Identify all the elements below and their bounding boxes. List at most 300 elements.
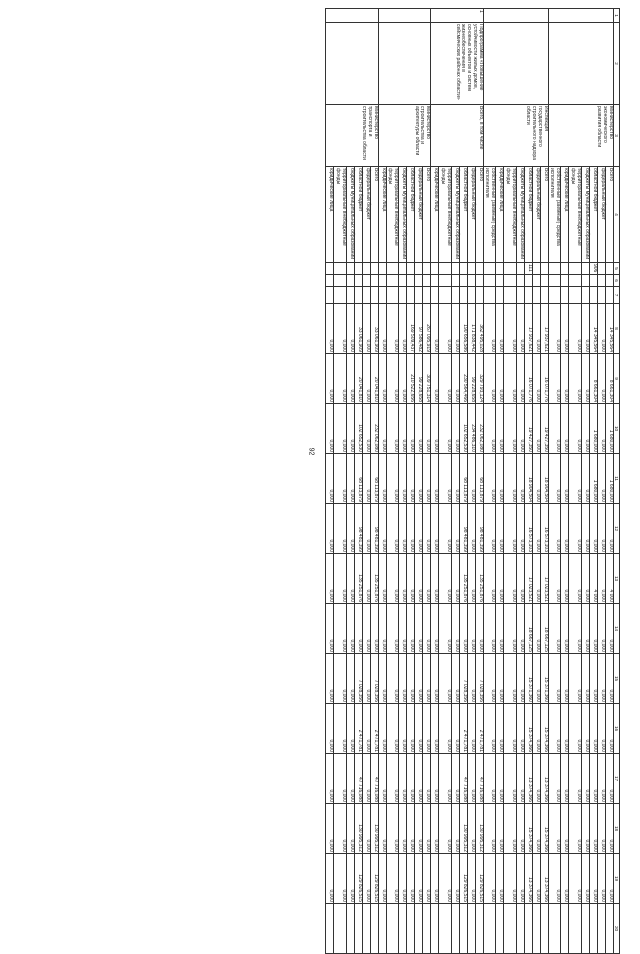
- value-cell: 0,000: [423, 504, 431, 554]
- value-cell: 0,000: [346, 704, 354, 754]
- value-cell: 0,000: [516, 804, 524, 854]
- value-cell: 20 041,810: [354, 354, 362, 404]
- value-cell: 0,000: [386, 404, 399, 454]
- value-cell: 0,000: [597, 804, 605, 854]
- value-cell: 0,000: [326, 454, 334, 504]
- empty-cell: [581, 275, 589, 287]
- empty-cell: [326, 287, 334, 304]
- value-cell: 0,000: [423, 804, 431, 854]
- value-cell: 0,000: [378, 654, 386, 704]
- table-row: [605, 9, 613, 954]
- value-cell: 190 656,586: [459, 304, 467, 354]
- value-cell: 0,000: [334, 804, 347, 854]
- value-cell: 0,000: [504, 754, 517, 804]
- value-cell: 7 028,356: [459, 654, 467, 704]
- funding-source-cell: территориальные внебюджетные фонды: [386, 167, 399, 263]
- budget-code-cell: 906: [589, 263, 597, 275]
- value-cell: 0,000: [581, 604, 589, 654]
- value-cell: 0,000: [334, 354, 347, 404]
- value-cell: 0,000: [399, 804, 407, 854]
- value-cell: 102 652,530: [459, 404, 467, 454]
- value-cell: 0,000: [362, 654, 370, 704]
- value-cell: 362 495,028: [475, 304, 483, 354]
- value-cell: 0,000: [378, 854, 386, 904]
- budget-code-cell: [346, 263, 354, 275]
- budget-code-cell: [378, 263, 386, 275]
- value-cell: 0,000: [605, 754, 613, 804]
- value-cell: 0,000: [504, 304, 517, 354]
- column-number: 2: [613, 23, 619, 105]
- empty-cell: [475, 287, 483, 304]
- funding-source-cell: областной бюджет: [524, 167, 532, 263]
- executor-cell: Всего, в том числе: [431, 105, 484, 167]
- value-cell: 0,000: [496, 854, 504, 904]
- value-cell: 0,000: [516, 754, 524, 804]
- funding-source-cell: Всего: [370, 167, 378, 263]
- value-cell: 309 751,314: [423, 354, 431, 404]
- value-cell: 0,000: [399, 754, 407, 804]
- value-cell: 0,000: [532, 504, 540, 554]
- value-cell: 0,000: [415, 854, 423, 904]
- value-cell: 0,000: [326, 304, 334, 354]
- value-cell: [370, 904, 378, 954]
- value-cell: 0,000: [362, 704, 370, 754]
- empty-cell: [439, 275, 452, 287]
- value-cell: 0,000: [362, 504, 370, 554]
- value-cell: 0,000: [483, 304, 496, 354]
- row-number-cell: [378, 9, 431, 23]
- value-cell: 130 995,312: [459, 804, 467, 854]
- value-cell: 13 374,366: [540, 754, 548, 804]
- empty-cell: [386, 275, 399, 287]
- empty-cell: [504, 275, 517, 287]
- empty-cell: [524, 287, 532, 304]
- funding-source-cell: территориальные внебюджетные фонды: [439, 167, 452, 263]
- value-cell: 0,000: [407, 854, 415, 904]
- budget-code-cell: [334, 263, 347, 275]
- value-cell: 0,000: [504, 654, 517, 704]
- value-cell: 0,000: [334, 404, 347, 454]
- value-cell: [431, 904, 439, 954]
- value-cell: 18 667,125: [524, 604, 532, 654]
- funding-source-cell: областной бюджет: [589, 167, 597, 263]
- empty-cell: [431, 275, 439, 287]
- value-cell: 0,000: [581, 804, 589, 854]
- value-cell: 0,000: [581, 354, 589, 404]
- value-cell: 0,000: [483, 404, 496, 454]
- value-cell: [326, 904, 334, 954]
- empty-cell: [354, 275, 362, 287]
- value-cell: [475, 904, 483, 954]
- value-cell: 16 573,103: [540, 504, 548, 554]
- value-cell: 0,000: [504, 554, 517, 604]
- value-cell: 0,000: [561, 804, 569, 854]
- value-cell: 0,000: [548, 604, 561, 654]
- value-cell: 0,000: [483, 704, 496, 754]
- value-cell: 0,000: [431, 454, 439, 504]
- value-cell: 0,000: [346, 604, 354, 654]
- value-cell: 0,000: [561, 704, 569, 754]
- value-cell: 0,000: [362, 754, 370, 804]
- funding-source-cell: бюджеты муниципальных образований: [399, 167, 407, 263]
- value-cell: 17 023,521: [524, 554, 532, 604]
- value-cell: 0,000: [378, 454, 386, 504]
- empty-cell: [451, 287, 459, 304]
- value-cell: [597, 904, 605, 954]
- value-cell: 0,000: [561, 654, 569, 704]
- budget-code-cell: [475, 263, 483, 275]
- value-cell: 0,000: [386, 654, 399, 704]
- budget-code-cell: [581, 263, 589, 275]
- column-number: 6: [613, 275, 619, 287]
- empty-cell: [415, 275, 423, 287]
- value-cell: 0,000: [407, 804, 415, 854]
- value-cell: 0,000: [407, 554, 415, 604]
- value-cell: 0,000: [439, 454, 452, 504]
- value-cell: 0,000: [532, 454, 540, 504]
- funding-source-cell: Всего: [423, 167, 431, 263]
- value-cell: 14 345,564: [589, 304, 597, 354]
- value-cell: 7 028,356: [354, 654, 362, 704]
- value-cell: 0,000: [532, 404, 540, 454]
- value-cell: 0,000: [423, 554, 431, 604]
- value-cell: 0,000: [451, 404, 459, 454]
- value-cell: 0,000: [548, 754, 561, 804]
- value-cell: 0,000: [597, 604, 605, 654]
- value-cell: 0,000: [431, 754, 439, 804]
- empty-cell: [378, 275, 386, 287]
- value-cell: 0,000: [569, 554, 582, 604]
- value-cell: 0,000: [346, 404, 354, 454]
- funding-source-cell: Всего: [605, 167, 613, 263]
- value-cell: 20 041,810: [370, 354, 378, 404]
- column-number: 1: [613, 9, 619, 23]
- value-cell: 17 937,621: [540, 304, 548, 354]
- value-cell: [581, 904, 589, 954]
- value-cell: [386, 904, 399, 954]
- budget-code-cell: [415, 263, 423, 275]
- value-cell: 0,000: [532, 654, 540, 704]
- column-number: 7: [613, 287, 619, 304]
- value-cell: 0,000: [378, 504, 386, 554]
- value-cell: 0,000: [561, 504, 569, 554]
- value-cell: 0,000: [431, 854, 439, 904]
- empty-cell: [407, 275, 415, 287]
- value-cell: [496, 904, 504, 954]
- value-cell: 0,000: [439, 654, 452, 704]
- value-cell: 232 062,080: [475, 404, 483, 454]
- value-cell: 0,000: [548, 554, 561, 604]
- value-cell: 0,000: [483, 354, 496, 404]
- value-cell: 0,000: [423, 754, 431, 804]
- value-cell: 19 427,350: [524, 404, 532, 454]
- value-cell: 0,000: [569, 854, 582, 904]
- value-cell: 0,000: [334, 504, 347, 554]
- budget-code-cell: [496, 263, 504, 275]
- value-cell: 0,000: [483, 854, 496, 904]
- funding-source-cell: областной бюджет: [407, 167, 415, 263]
- empty-cell: [561, 287, 569, 304]
- value-cell: 0,000: [516, 504, 524, 554]
- value-cell: 0,000: [516, 304, 524, 354]
- value-cell: 0,000: [483, 804, 496, 854]
- empty-cell: [423, 275, 431, 287]
- funding-source-cell: бюджеты муниципальных образований: [581, 167, 589, 263]
- value-cell: 0,000: [597, 554, 605, 604]
- value-cell: 68 113,879: [354, 454, 362, 504]
- value-cell: 0,000: [451, 704, 459, 754]
- value-cell: 0,000: [589, 704, 597, 754]
- empty-cell: [516, 275, 524, 287]
- value-cell: 0,000: [589, 804, 597, 854]
- value-cell: [467, 904, 475, 954]
- value-cell: 0,000: [378, 604, 386, 654]
- funding-source-cell: областной бюджет: [459, 167, 467, 263]
- value-cell: 0,000: [561, 304, 569, 354]
- value-cell: 0,000: [439, 554, 452, 604]
- funding-source-cell: областной бюджет: [354, 167, 362, 263]
- value-cell: 0,000: [326, 504, 334, 554]
- row-number-cell: 1: [431, 9, 484, 23]
- budget-code-cell: [467, 263, 475, 275]
- value-cell: 234 486,310: [467, 404, 475, 454]
- empty-cell: [548, 287, 561, 304]
- column-number: 10: [613, 404, 619, 454]
- column-number: 13: [613, 554, 619, 604]
- value-cell: 0,000: [548, 654, 561, 704]
- value-cell: 0,000: [399, 654, 407, 704]
- value-cell: 0,000: [423, 404, 431, 454]
- value-cell: 0,000: [334, 704, 347, 754]
- value-cell: 0,000: [581, 554, 589, 604]
- budget-code-cell: [431, 263, 439, 275]
- value-cell: 0,000: [589, 654, 597, 704]
- value-cell: 0,000: [483, 604, 496, 654]
- value-cell: 0,000: [439, 504, 452, 554]
- value-cell: 0,000: [605, 854, 613, 904]
- value-cell: 0,000: [548, 804, 561, 854]
- value-cell: 0,000: [415, 504, 423, 554]
- value-cell: 0,000: [504, 704, 517, 754]
- value-cell: 0,000: [439, 354, 452, 404]
- value-cell: 0,000: [415, 554, 423, 604]
- value-cell: 0,000: [326, 554, 334, 604]
- value-cell: 0,000: [475, 604, 483, 654]
- value-cell: 0,000: [589, 504, 597, 554]
- empty-cell: [459, 275, 467, 287]
- value-cell: 230 564,466: [459, 354, 467, 404]
- funding-source-cell: Всего: [475, 167, 483, 263]
- value-cell: 0,000: [581, 404, 589, 454]
- empty-cell: [378, 287, 386, 304]
- value-cell: 0,000: [581, 854, 589, 904]
- value-cell: 0,000: [386, 754, 399, 804]
- value-cell: 0,000: [532, 704, 540, 754]
- value-cell: 0,000: [431, 404, 439, 454]
- value-cell: 0,000: [362, 304, 370, 354]
- budget-code-cell: [439, 263, 452, 275]
- value-cell: 0,000: [504, 604, 517, 654]
- value-cell: 47 716,088: [370, 754, 378, 804]
- value-cell: 18 904,504: [540, 454, 548, 504]
- value-cell: 0,000: [399, 454, 407, 504]
- empty-cell: [370, 275, 378, 287]
- value-cell: [524, 904, 532, 954]
- value-cell: 135 251,876: [354, 554, 362, 604]
- value-cell: 0,000: [496, 604, 504, 654]
- value-cell: 0,000: [439, 304, 452, 354]
- value-cell: 0,000: [483, 504, 496, 554]
- value-cell: [548, 904, 561, 954]
- executor-cell: Министерство экономического развития области: [548, 105, 613, 167]
- value-cell: 0,000: [532, 554, 540, 604]
- value-cell: 0,000: [386, 604, 399, 654]
- empty-cell: [386, 287, 399, 304]
- value-cell: 0,000: [346, 654, 354, 704]
- value-cell: 0,000: [439, 754, 452, 804]
- value-cell: 19 427,350: [540, 404, 548, 454]
- value-cell: 0,000: [415, 704, 423, 754]
- funding-source-cell: собственные (заемные) средства исполнителя: [483, 167, 496, 263]
- value-cell: 0,000: [496, 304, 504, 354]
- value-cell: 0,000: [451, 654, 459, 704]
- value-cell: 0,000: [581, 704, 589, 754]
- column-number: 8: [613, 304, 619, 354]
- value-cell: 0,000: [569, 454, 582, 504]
- value-cell: [504, 904, 517, 954]
- value-cell: 0,000: [346, 354, 354, 404]
- value-cell: 0,000: [407, 604, 415, 654]
- column-number: 9: [613, 354, 619, 404]
- value-cell: 0,000: [589, 854, 597, 904]
- value-cell: 0,000: [597, 704, 605, 754]
- value-cell: 0,000: [326, 604, 334, 654]
- value-cell: 0,000: [561, 754, 569, 804]
- value-cell: 0,000: [548, 304, 561, 354]
- empty-cell: [370, 287, 378, 304]
- value-cell: 0,000: [496, 804, 504, 854]
- value-cell: 15 374,366: [540, 804, 548, 854]
- value-cell: 99 228,658: [415, 354, 423, 404]
- scanned-page: [60, 8, 620, 932]
- empty-cell: [354, 287, 362, 304]
- value-cell: 0,000: [532, 854, 540, 904]
- value-cell: 0,000: [569, 604, 582, 654]
- value-cell: 0,000: [326, 654, 334, 704]
- empty-cell: [605, 287, 613, 304]
- value-cell: 0,000: [605, 504, 613, 554]
- value-cell: 0,000: [362, 604, 370, 654]
- value-cell: 0,000: [378, 804, 386, 854]
- executor-cell: Министерство строительства и архитектуры области: [378, 105, 431, 167]
- value-cell: 0,000: [597, 754, 605, 804]
- value-cell: 0,000: [516, 654, 524, 704]
- budget-code-cell: [326, 263, 334, 275]
- value-cell: 0,000: [532, 804, 540, 854]
- value-cell: 0,000: [399, 354, 407, 404]
- table-row: [540, 9, 548, 954]
- value-cell: [354, 904, 362, 954]
- value-cell: 0,000: [496, 404, 504, 454]
- value-cell: 0,000: [496, 454, 504, 504]
- empty-cell: [569, 287, 582, 304]
- value-cell: 171 838,442: [467, 304, 475, 354]
- empty-cell: [496, 275, 504, 287]
- empty-cell: [504, 287, 517, 304]
- empty-cell: [362, 287, 370, 304]
- value-cell: 0,000: [386, 454, 399, 504]
- value-cell: [569, 904, 582, 954]
- value-cell: 0,000: [561, 454, 569, 504]
- value-cell: 0,000: [451, 304, 459, 354]
- funding-source-cell: юридические лица: [378, 167, 386, 263]
- value-cell: 4 000: [605, 554, 613, 604]
- value-cell: 0,000: [569, 404, 582, 454]
- budget-code-cell: [399, 263, 407, 275]
- budget-code-cell: [386, 263, 399, 275]
- column-number: 16: [613, 704, 619, 754]
- value-cell: [532, 904, 540, 954]
- empty-cell: [548, 275, 561, 287]
- value-cell: 15 374,366: [524, 704, 532, 754]
- funding-source-cell: территориальные внебюджетные фонды: [504, 167, 517, 263]
- value-cell: 0,000: [597, 354, 605, 404]
- value-cell: 0,000: [431, 354, 439, 404]
- value-cell: 0,000: [597, 304, 605, 354]
- value-cell: 0,000: [423, 654, 431, 704]
- value-cell: 135 251,876: [475, 554, 483, 604]
- empty-cell: [561, 275, 569, 287]
- executor-cell: Инспекция государственного строительного надзора области: [483, 105, 548, 167]
- value-cell: 0,000: [496, 754, 504, 804]
- empty-cell: [451, 275, 459, 287]
- value-cell: [346, 904, 354, 954]
- row-number-cell: [326, 9, 379, 23]
- value-cell: [407, 904, 415, 954]
- value-cell: 0,000: [581, 654, 589, 704]
- executor-cell: Министерство транспорта и строительства области: [326, 105, 379, 167]
- value-cell: 18 904,504: [524, 454, 532, 504]
- value-cell: 0,000: [496, 504, 504, 554]
- value-cell: 0,000: [451, 354, 459, 404]
- empty-cell: [597, 287, 605, 304]
- value-cell: 2 471,781: [459, 704, 467, 754]
- value-cell: 0,000: [483, 554, 496, 604]
- value-cell: 0,000: [581, 504, 589, 554]
- value-cell: 0,000: [569, 654, 582, 704]
- value-cell: 0,000: [378, 554, 386, 604]
- column-number: 20: [613, 904, 619, 954]
- value-cell: 0,000: [439, 704, 452, 754]
- value-cell: 0,000: [504, 454, 517, 504]
- value-cell: 33 061,909: [370, 304, 378, 354]
- value-cell: 0,000: [439, 404, 452, 454]
- value-cell: 267 095,919: [423, 304, 431, 354]
- value-cell: 0,000: [346, 304, 354, 354]
- value-cell: 68 113,879: [475, 454, 483, 504]
- empty-cell: [532, 287, 540, 304]
- value-cell: 0,000: [467, 504, 475, 554]
- value-cell: 0,000: [451, 504, 459, 554]
- value-cell: 0,000: [415, 804, 423, 854]
- value-cell: [399, 904, 407, 954]
- value-cell: 15 371,360: [524, 654, 532, 704]
- value-cell: 0,000: [532, 304, 540, 354]
- value-cell: 0,000: [597, 454, 605, 504]
- value-cell: 0,000: [561, 604, 569, 654]
- page-number: 92: [307, 447, 315, 456]
- value-cell: 1 680,000: [605, 454, 613, 504]
